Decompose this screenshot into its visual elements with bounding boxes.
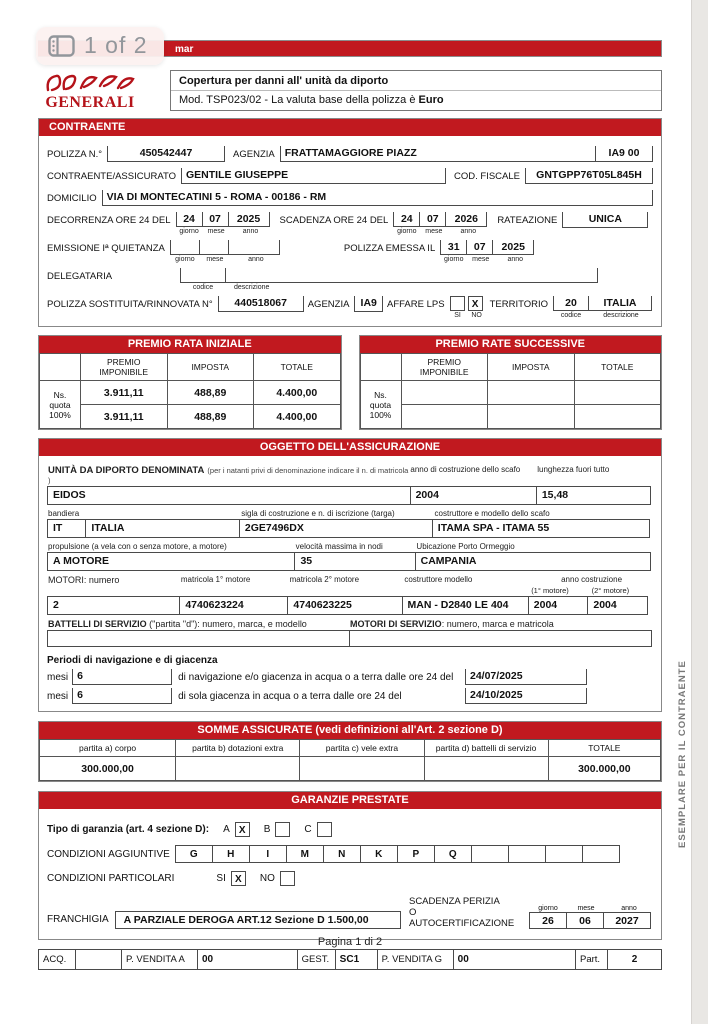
field-agenzia: FRATTAMAGGIORE PIAZZ bbox=[280, 146, 596, 162]
field-punto-vendita-g: 00 bbox=[453, 950, 575, 969]
field-sigla-targa: 2GE7496DX bbox=[239, 519, 433, 538]
band-text: mar bbox=[175, 44, 194, 55]
field-ubicazione: CAMPANIA bbox=[415, 552, 651, 571]
section-oggetto bbox=[38, 438, 662, 712]
field-anno-motore-2: 2004 bbox=[587, 596, 648, 615]
premio-iniziale-row-2: 3.911,11 488,89 4.400,00 bbox=[40, 405, 341, 429]
premio-iniziale-row-1: Ns. quota 100% 3.911,11 488,89 4.400,00 bbox=[40, 381, 341, 405]
group-motori: MOTORI: numero matricola 1° motore matricola 2° motore costruttore modello anno costruzione (1° motore) (2° motore) 2 4740623224 4740623225 MAN - D2840 LE 404 2004 2004 bbox=[47, 575, 653, 615]
page-indicator-badge[interactable] bbox=[36, 27, 164, 65]
field-gest: SC1 bbox=[335, 950, 377, 969]
field-mesi-giacenza: 6 bbox=[72, 688, 172, 704]
policy-title: Copertura per danni all' unità da diporto bbox=[171, 71, 661, 91]
field-bandiera: ITALIA bbox=[85, 519, 240, 538]
field-franchigia: A PARZIALE DEROGA ART.12 Sezione D 1.500,00 bbox=[115, 911, 401, 929]
table-premio-rata-iniziale: PREMIO RATA INIZIALE PREMIO IMPONIBILE IMPOSTA TOTALE Ns. quota 100% 3.911,11 488,89 4.400,00 3.911,11 488,89 4.400,00 bbox=[38, 335, 342, 430]
quota-label: Ns. quota 100% bbox=[40, 381, 81, 429]
row-franchigia: FRANCHIGIA A PARZIALE DEROGA ART.12 Sezione D 1.500,00 SCADENZA PERIZIA O AUTOCERTIFICAZIONE giorno mese anno 26 06 2027 bbox=[47, 896, 653, 929]
row-periodo-giacenza: mesi 6 di sola giacenza in acqua o a terra dalle ore 24 del 24/10/2025 bbox=[47, 688, 653, 704]
field-delegataria: codice descrizione bbox=[180, 268, 598, 291]
premio-successive-row-2 bbox=[360, 405, 661, 429]
premio-tables bbox=[38, 335, 662, 430]
policy-title-box bbox=[170, 70, 662, 111]
field-affare-lps: X SI NO bbox=[450, 296, 486, 319]
group-bandiera: bandiera sigla di costruzione e n. di iscrizione (targa) costruttore e modello dello scafo IT ITALIA 2GE7496DX ITAMA SPA - ITAMA 55 bbox=[47, 509, 653, 538]
page-indicator-text: 1 of 2 bbox=[84, 32, 148, 58]
table-somme-assicurate bbox=[39, 739, 661, 781]
group-unita: UNITÀ DA DIPORTO DENOMINATA (per i natanti privi di denominazione indicare il n. di matricola ) anno di costruzione dello scafo lunghezza fuori tutto EIDOS 2004 15,48 bbox=[47, 465, 653, 505]
section-contraente bbox=[38, 118, 662, 327]
periodi-title: Periodi di navigazione e di giacenza bbox=[47, 655, 218, 666]
row-delegataria: DELEGATARIA codice descrizione bbox=[47, 268, 653, 291]
field-somma-totale: 300.000,00 bbox=[548, 757, 660, 781]
field-motori-servizio bbox=[349, 630, 652, 647]
table-premio-rate-successive: PREMIO RATE SUCCESSIVE PREMIO IMPONIBILE IMPOSTA TOTALE Ns. quota 100% bbox=[359, 335, 663, 430]
field-scadenza-perizia: giorno mese anno 26 06 2027 bbox=[529, 905, 653, 929]
section-oggetto-title: OGGETTO DELL'ASSICURAZIONE bbox=[39, 439, 661, 456]
row-condizioni-aggiuntive: CONDIZIONI AGGIUNTIVE G H I M N K P Q bbox=[47, 845, 653, 863]
generali-wordmark: GENERALI bbox=[45, 94, 135, 111]
quota-label: Ns. quota 100% bbox=[360, 381, 401, 429]
somme-header-row: partita a) corpo partita b) dotazioni extra partita c) vele extra partita d) battelli di servizio TOTALE bbox=[40, 740, 661, 757]
page-number-footer: Pagina 1 di 2 bbox=[317, 936, 383, 948]
section-garanzie bbox=[38, 791, 662, 940]
field-mesi-navigazione: 6 bbox=[72, 669, 172, 685]
viewer-gutter bbox=[691, 0, 708, 1024]
premio-iniziale-header-row: PREMIO IMPONIBILE IMPOSTA TOTALE bbox=[40, 354, 341, 381]
policy-subtitle: Mod. TSP023/02 - La valuta base della polizza è Euro bbox=[179, 94, 444, 106]
field-propulsione: A MOTORE bbox=[47, 552, 295, 571]
field-somma-corpo: 300.000,00 bbox=[40, 757, 176, 781]
row-polizza-sostituita: POLIZZA SOSTITUITA/RINNOVATA N° 440518067 AGENZIA IA9 AFFARE LPS X SI NO TERRITORIO 20 ITALIA codice descrizione bbox=[47, 296, 653, 319]
field-acq bbox=[75, 950, 121, 969]
field-scadenza-data: 24 07 2026 giorno mese anno bbox=[393, 212, 489, 235]
group-battelli: BATTELLI DI SERVIZIO ("partita "d"): numero, marca, e modello MOTORI DI SERVIZIO: numero, marca e matricola bbox=[47, 619, 653, 647]
checkbox-lps-no: X bbox=[468, 296, 483, 311]
field-punto-vendita-a: 00 bbox=[197, 950, 297, 969]
field-domicilio: VIA DI MONTECATINI 5 - ROMA - 00186 - RM bbox=[102, 190, 653, 206]
field-matricola-1: 4740623224 bbox=[179, 596, 288, 615]
checkbox-particolari-no bbox=[280, 871, 295, 886]
field-somma-vele bbox=[300, 757, 424, 781]
checkbox-lps-si bbox=[450, 296, 465, 311]
generali-lion-icon bbox=[42, 70, 138, 96]
row-emissione: EMISSIONE Iª QUIETANZA giorno mese anno POLIZZA EMESSA IL 31 07 2025 giorno mese anno bbox=[47, 240, 653, 263]
field-rateazione: UNICA bbox=[562, 212, 648, 228]
field-sost-agenzia: IA9 bbox=[354, 296, 383, 312]
field-polizza-emessa-data: 31 07 2025 giorno mese anno bbox=[440, 240, 536, 263]
margin-copy-label: ESEMPLARE PER IL CONTRAENTE bbox=[677, 660, 688, 848]
generali-logo bbox=[42, 70, 138, 112]
section-somme-title: SOMME ASSICURATE (vedi definizioni all'Art. 2 sezione D) bbox=[39, 722, 661, 739]
row-periodo-navigazione: mesi 6 di navigazione e/o giacenza in acqua o a terra dalle ore 24 del 24/07/2025 bbox=[47, 669, 653, 685]
document-page bbox=[38, 40, 662, 970]
condizioni-aggiuntive-cells: G H I M N K P Q bbox=[176, 845, 620, 863]
perizia-label: SCADENZA PERIZIA O AUTOCERTIFICAZIONE bbox=[408, 896, 515, 929]
admin-strip: ACQ. P. VENDITA A 00 GEST. SC1 P. VENDITA G 00 Part. 2 bbox=[38, 949, 662, 970]
field-part: 2 bbox=[607, 950, 661, 969]
field-costruttore-modello: MAN - D2840 LE 404 bbox=[402, 596, 529, 615]
field-emissione-data: giorno mese anno bbox=[170, 240, 282, 263]
row-tipo-garanzia: Tipo di garanzia (art. 4 sezione D): A X B C bbox=[47, 822, 653, 837]
row-condizioni-particolari: CONDIZIONI PARTICOLARI SI X NO bbox=[47, 871, 653, 886]
checkbox-garanzia-b bbox=[275, 822, 290, 837]
field-data-giacenza: 24/10/2025 bbox=[465, 688, 587, 704]
field-unita-denominata: EIDOS bbox=[47, 486, 411, 505]
field-assicurato: GENTILE GIUSEPPE bbox=[181, 168, 446, 184]
field-decorrenza-data: 24 07 2025 giorno mese anno bbox=[176, 212, 272, 235]
checkbox-particolari-si: X bbox=[231, 871, 246, 886]
field-velocita: 35 bbox=[294, 552, 415, 571]
row-domicilio: DOMICILIO VIA DI MONTECATINI 5 - ROMA - 00186 - RM bbox=[47, 190, 653, 207]
field-data-navigazione: 24/07/2025 bbox=[465, 669, 587, 685]
field-anno-scafo: 2004 bbox=[410, 486, 537, 505]
field-agenzia-codice: IA9 00 bbox=[595, 146, 653, 162]
premio-successive-header-row: PREMIO IMPONIBILE IMPOSTA TOTALE bbox=[360, 354, 661, 381]
field-costruttore-scafo: ITAMA SPA - ITAMA 55 bbox=[432, 519, 650, 538]
field-battelli-servizio bbox=[47, 630, 350, 647]
field-bandiera-sigla: IT bbox=[47, 519, 86, 538]
field-somma-dotazioni bbox=[176, 757, 300, 781]
row-decorrenza: DECORRENZA ORE 24 DEL 24 07 2025 giorno mese anno SCADENZA ORE 24 DEL 24 07 2026 giorno mese anno RATEAZIONE UNICA bbox=[47, 212, 653, 235]
pages-icon bbox=[48, 35, 75, 57]
checkbox-garanzia-a: X bbox=[235, 822, 250, 837]
group-propulsione: propulsione (a vela con o senza motore, a motore) velocità massima in nodi Ubicazione Porto Ormeggio A MOTORE 35 CAMPANIA bbox=[47, 542, 653, 571]
field-codice-fiscale: GNTGPP76T05L845H bbox=[525, 168, 653, 184]
field-somma-battelli bbox=[424, 757, 548, 781]
field-lunghezza: 15,48 bbox=[536, 486, 651, 505]
field-territorio: 20 ITALIA codice descrizione bbox=[553, 296, 653, 319]
section-somme bbox=[38, 721, 662, 782]
premio-successive-row-1 bbox=[360, 381, 661, 405]
field-polizza-sostituita: 440518067 bbox=[218, 296, 304, 312]
document-header bbox=[38, 70, 662, 112]
somme-value-row bbox=[40, 757, 661, 781]
row-assicurato: CONTRAENTE/ASSICURATO GENTILE GIUSEPPE COD. FISCALE GNTGPP76T05L845H bbox=[47, 168, 653, 185]
section-garanzie-title: GARANZIE PRESTATE bbox=[39, 792, 661, 809]
section-contraente-title: CONTRAENTE bbox=[39, 119, 661, 136]
checkbox-garanzia-c bbox=[317, 822, 332, 837]
field-polizza-numero: 450542447 bbox=[107, 146, 225, 162]
field-anno-motore-1: 2004 bbox=[528, 596, 589, 615]
row-polizza: POLIZZA N.° 450542447 AGENZIA FRATTAMAGGIORE PIAZZ IA9 00 bbox=[47, 146, 653, 163]
field-motori-numero: 2 bbox=[47, 596, 180, 615]
field-matricola-2: 4740623225 bbox=[287, 596, 402, 615]
